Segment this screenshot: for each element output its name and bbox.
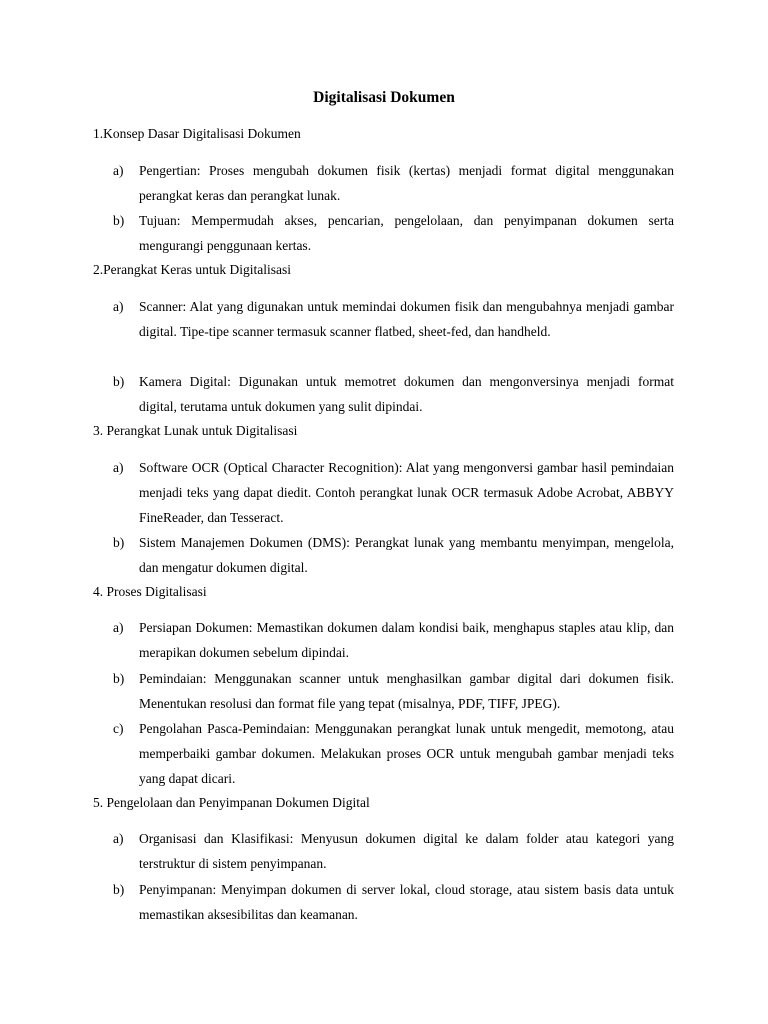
list-marker: b): [113, 374, 125, 389]
list-marker: b): [113, 213, 125, 228]
section-heading-1: 1.Konsep Dasar Digitalisasi Dokumen: [93, 126, 301, 141]
list-marker: b): [113, 535, 125, 550]
list-marker: a): [113, 460, 124, 475]
list-item-text: Pengolahan Pasca-Pemindaian: Menggunakan perangkat lunak untuk mengedit, memotong, atau memperbaiki gambar dokumen. Melakukan proses OCR untuk mengubah gambar menjadi teks yang dapat dicari.: [139, 721, 674, 787]
section-heading-4: 4. Proses Digitalisasi: [93, 584, 207, 599]
list-item: [113, 826, 674, 876]
list-item: [113, 208, 674, 258]
list-item-text: Pemindaian: Menggunakan scanner untuk menghasilkan gambar digital dari dokumen fisik. Menentukan resolusi dan format file yang tepat (misalnya, PDF, TIFF, JPEG).: [139, 671, 674, 712]
list-item-text: Kamera Digital: Digunakan untuk memotret dokumen dan mengonversinya menjadi format digital, terutama untuk dokumen yang sulit dipindai.: [139, 374, 674, 415]
list-item: [113, 369, 674, 419]
list-item: [113, 877, 674, 927]
list-item-text: Persiapan Dokumen: Memastikan dokumen dalam kondisi baik, menghapus staples atau klip, dan merapikan dokumen sebelum dipindai.: [139, 620, 674, 661]
list-item: [113, 294, 674, 344]
list-item: [113, 530, 674, 580]
section-heading-5: 5. Pengelolaan dan Penyimpanan Dokumen Digital: [93, 795, 370, 810]
list-marker: a): [113, 620, 124, 635]
list-marker: a): [113, 299, 124, 314]
document-title: Digitalisasi Dokumen: [313, 89, 455, 106]
list-item: [113, 455, 674, 531]
list-item: [113, 158, 674, 208]
list-marker: b): [113, 671, 125, 686]
list-item-text: Scanner: Alat yang digunakan untuk memindai dokumen fisik dan mengubahnya menjadi gambar digital. Tipe-tipe scanner termasuk scanner flatbed, sheet-fed, dan handheld.: [139, 299, 674, 340]
list-item-text: Tujuan: Mempermudah akses, pencarian, pengelolaan, dan penyimpanan dokumen serta mengurangi penggunaan kertas.: [139, 213, 674, 254]
list-marker: a): [113, 163, 124, 178]
section-heading-3: 3. Perangkat Lunak untuk Digitalisasi: [93, 423, 298, 438]
list-marker: c): [113, 721, 124, 736]
list-item-text: Pengertian: Proses mengubah dokumen fisik (kertas) menjadi format digital menggunakan perangkat keras dan perangkat lunak.: [139, 163, 674, 204]
list-item: [113, 666, 674, 716]
list-item-text: Organisasi dan Klasifikasi: Menyusun dokumen digital ke dalam folder atau kategori yang terstruktur di sistem penyimpanan.: [139, 831, 674, 872]
list-marker: a): [113, 831, 124, 846]
list-item-text: Software OCR (Optical Character Recognition): Alat yang mengonversi gambar hasil pemindaian menjadi teks yang dapat diedit. Contoh perangkat lunak OCR termasuk Adobe Acrobat, ABBYY FineReader, dan Tesseract.: [139, 460, 674, 526]
list-item: [113, 716, 674, 792]
list-item-text: Penyimpanan: Menyimpan dokumen di server lokal, cloud storage, atau sistem basis data untuk memastikan aksesibilitas dan keamanan.: [139, 882, 674, 923]
list-marker: b): [113, 882, 125, 897]
section-heading-2: 2.Perangkat Keras untuk Digitalisasi: [93, 262, 291, 277]
list-item-text: Sistem Manajemen Dokumen (DMS): Perangkat lunak yang membantu menyimpan, mengelola, dan mengatur dokumen digital.: [139, 535, 674, 576]
list-item: [113, 615, 674, 665]
